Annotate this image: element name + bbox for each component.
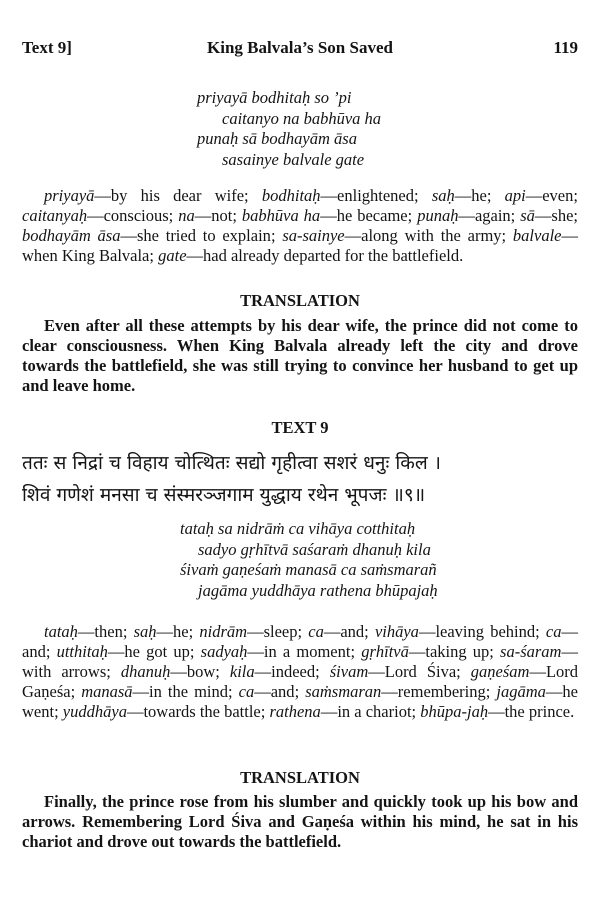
- synonym-word: caitanyaḥ: [22, 206, 88, 225]
- header-chapter-title: King Balvala’s Son Saved: [207, 38, 393, 57]
- synonym-meaning: taking up: [425, 642, 490, 661]
- synonym-word: utthitaḥ: [56, 642, 108, 661]
- synonym-word: saṁsmaran: [305, 682, 382, 701]
- devanagari-line: ततः स निद्रां च विहाय चोत्थितः सद्यो गृहीत्वा सशरं धनुः किल ।: [22, 452, 441, 474]
- synonym-word: bodhitaḥ: [261, 186, 321, 205]
- synonym-meaning: she: [551, 206, 574, 225]
- synonym-meaning: with arrows: [22, 662, 107, 681]
- synonym-word: na: [178, 206, 195, 225]
- verse-line: jagāma yuddhāya rathena bhūpajaḥ: [198, 580, 438, 600]
- translation-heading: TRANSLATION: [240, 768, 360, 787]
- synonym-meaning: by his dear wife: [110, 186, 245, 205]
- synonym-meaning: in the mind: [149, 682, 229, 701]
- synonym-word: gṛhītvā: [361, 642, 409, 661]
- verse-line: sasainye balvale gate: [222, 149, 365, 169]
- page-number: 119: [553, 38, 578, 57]
- synonym-word: rathena: [269, 702, 321, 721]
- verse-transliteration-2: [0, 519, 600, 601]
- synonym-meaning: bow: [186, 662, 216, 681]
- synonym-word: punaḥ: [417, 206, 459, 225]
- verse-transliteration-1: [0, 88, 600, 170]
- synonym-meaning: conscious: [103, 206, 169, 225]
- synonym-meaning: Lord Gaṇeśa: [22, 662, 579, 701]
- synonym-word: yuddhāya: [62, 702, 127, 721]
- synonyms-1: priyayā—by his dear wife; bodhitaḥ—enlightened; saḥ—he; api—even; caitanyaḥ—conscious; na—not; babhūva ha—he became; punaḥ—again; sā—she; bodhayām āsa—she tried to explain; sa-sainye—along with the army; balvale—when King Balvala; gate—had already departed for the battlefield.: [22, 186, 578, 265]
- synonym-word: priyayā: [44, 186, 95, 205]
- running-header: [22, 38, 578, 60]
- verse-line: sadyo gṛhītvā saśaraṁ dhanuḥ kila: [198, 539, 431, 559]
- synonym-word: ca: [545, 622, 562, 641]
- synonym-meaning: when King Balvala: [22, 246, 150, 265]
- synonym-meaning: in a moment: [263, 642, 351, 661]
- synonym-meaning: indeed: [271, 662, 316, 681]
- synonym-meaning: and: [340, 622, 365, 641]
- synonym-meaning: in a chariot: [337, 702, 412, 721]
- synonym-meaning: then: [94, 622, 123, 641]
- synonym-word: sā: [520, 206, 535, 225]
- synonyms-2: tataḥ—then; saḥ—he; nidrām—sleep; ca—and; vihāya—leaving behind; ca—and; utthitaḥ—he got up; sadyaḥ—in a moment; gṛhītvā—taking up; sa-śaram—with arrows; dhanuḥ—bow; kila—indeed; śivam—Lord Śiva; gaṇeśam—Lord Gaṇeśa; manasā—in the mind; ca—and; saṁsmaran—remembering; jagāma—he went; yuddhāya—towards the battle; rathena—in a chariot; bhūpa-jaḥ—the prince.: [22, 622, 579, 721]
- devanagari-verse: [22, 447, 582, 511]
- synonym-word: dhanuḥ: [120, 662, 171, 681]
- synonym-meaning: he: [471, 186, 487, 205]
- synonym-word: ca: [308, 622, 324, 641]
- header-text-ref: Text 9]: [22, 38, 72, 57]
- synonym-word: api: [504, 186, 526, 205]
- synonym-meaning: he became: [336, 206, 408, 225]
- synonym-word: sadyaḥ: [200, 642, 248, 661]
- synonym-meaning: he: [173, 622, 189, 641]
- synonym-meaning: again: [474, 206, 511, 225]
- synonym-meaning: and: [270, 682, 295, 701]
- synonym-meaning: even: [542, 186, 574, 205]
- synonym-word: bhūpa-jaḥ: [420, 702, 489, 721]
- synonym-meaning: the prince: [504, 702, 571, 721]
- synonym-word: babhūva ha: [241, 206, 321, 225]
- verse-line: punaḥ sā bodhayām āsa: [197, 129, 357, 148]
- synonym-word: gaṇeśam: [470, 662, 530, 681]
- synonym-word: nidrām: [199, 622, 248, 641]
- synonym-meaning: he went: [22, 682, 578, 721]
- synonym-meaning: had already departed for the battlefield: [203, 246, 460, 265]
- synonym-word: saḥ: [431, 186, 455, 205]
- synonym-meaning: along with the army: [361, 226, 502, 245]
- translation-heading: TRANSLATION: [240, 291, 360, 310]
- synonym-word: śivam: [329, 662, 369, 681]
- synonym-word: sa-śaram: [500, 642, 562, 661]
- synonym-word: gate: [158, 246, 187, 265]
- synonym-word: jagāma: [496, 682, 546, 701]
- devanagari-line: शिवं गणेशं मनसा च संस्मरञ्जगाम युद्धाय रथेन भूपजः ॥९॥: [22, 484, 426, 506]
- text-number-heading: TEXT 9: [271, 418, 329, 437]
- translation-text-2: Finally, the prince rose from his slumber and quickly took up his bow and arrows. Remembering Lord Śiva and Gaṇeśa within his mind, he sat in his chariot and drove out towards the battlefield.: [22, 792, 578, 851]
- synonym-word: balvale: [512, 226, 562, 245]
- synonym-word: vihāya: [374, 622, 419, 641]
- synonym-word: tataḥ: [44, 622, 78, 641]
- verse-line: tataḥ sa nidrāṁ ca vihāya cotthitaḥ: [180, 519, 416, 538]
- synonym-word: kila: [229, 662, 255, 681]
- synonym-meaning: remembering: [397, 682, 486, 701]
- synonym-meaning: she tried to explain: [136, 226, 271, 245]
- synonym-meaning: Lord Śiva: [384, 662, 457, 681]
- synonym-word: ca: [238, 682, 255, 701]
- synonym-meaning: leaving behind: [435, 622, 536, 641]
- synonym-word: manasā: [81, 682, 133, 701]
- synonym-word: sa-sainye: [282, 226, 345, 245]
- synonym-meaning: not: [211, 206, 233, 225]
- synonym-meaning: towards the battle: [143, 702, 261, 721]
- verse-line: caitanyo na babhūva ha: [222, 108, 382, 128]
- synonym-meaning: and: [22, 642, 46, 661]
- verse-line: śivaṁ gaṇeśaṁ manasā ca saṁsmarañ: [180, 560, 437, 579]
- synonym-meaning: enlightened: [337, 186, 415, 205]
- translation-text-1: Even after all these attempts by his dear wife, the prince did not come to clear consciousness. When King Balvala already left the city and drove towards the battlefield, she was still trying to convince her husband to get up and leave home.: [22, 316, 578, 395]
- synonym-meaning: he got up: [124, 642, 190, 661]
- synonym-word: saḥ: [133, 622, 157, 641]
- verse-line: priyayā bodhitaḥ so ’pi: [197, 88, 352, 107]
- synonym-word: bodhayām āsa: [22, 226, 121, 245]
- synonym-meaning: sleep: [263, 622, 298, 641]
